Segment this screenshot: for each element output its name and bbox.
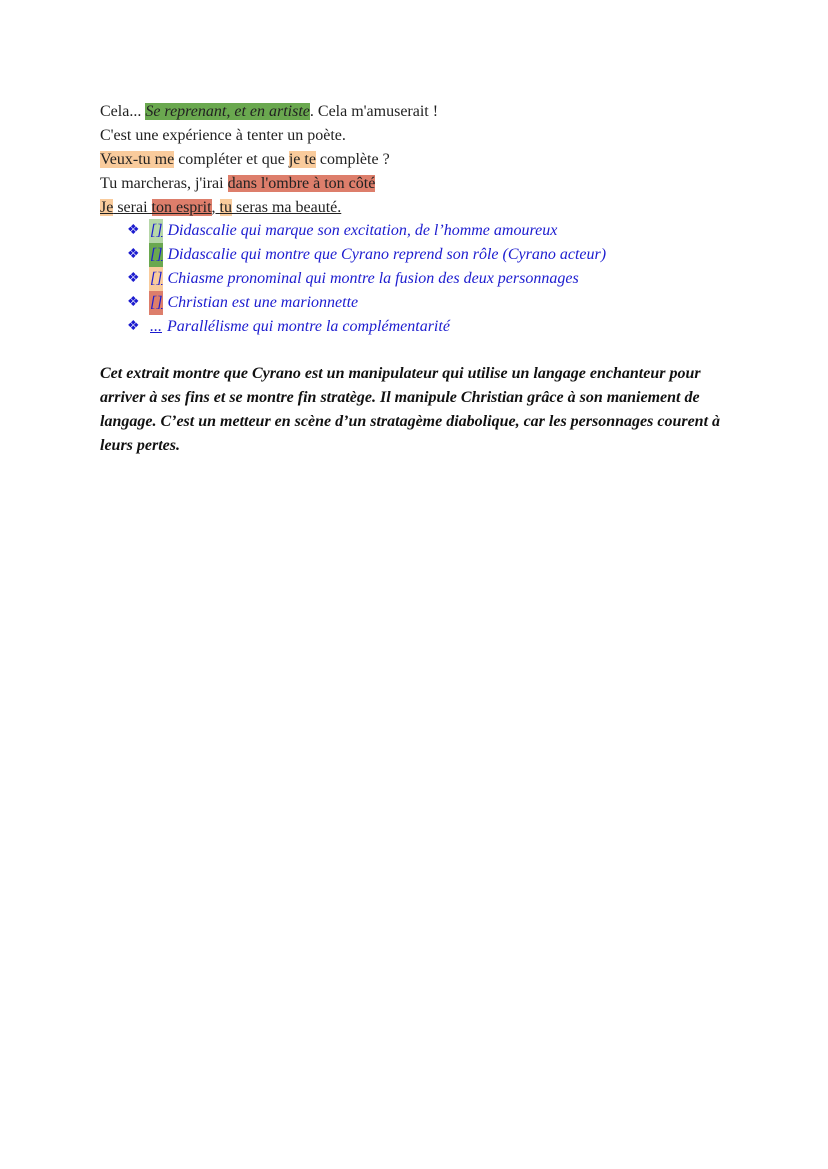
verse-text: Cela... — [100, 103, 146, 120]
diamond-bullet-icon: ❖ — [127, 295, 140, 310]
legend-marker: ... — [150, 318, 162, 335]
list-item — [127, 315, 606, 339]
verse-text: . Cela m'amuserait ! — [309, 103, 439, 120]
note-text: Didascalie qui marque son excitation, de l’homme amoureux — [167, 222, 558, 239]
annotation-list — [127, 219, 606, 339]
pronoun-highlight: Je — [100, 199, 114, 216]
verse-text: compléter et que — [174, 151, 289, 168]
list-item — [127, 291, 606, 315]
list-item — [127, 219, 606, 243]
verse-line-4 — [100, 172, 438, 196]
verse-line-2: C'est une expérience à tenter un poète. — [100, 127, 346, 144]
note-text: Didascalie qui montre que Cyrano reprend son rôle (Cyrano acteur) — [167, 246, 607, 263]
note-text: Parallélisme qui montre la complémentarité — [167, 318, 450, 335]
diamond-bullet-icon: ❖ — [127, 247, 140, 262]
verse-text: Tu marcheras, j'irai — [100, 175, 228, 192]
legend-marker: [] — [149, 267, 163, 291]
verse-text: complète ? — [315, 151, 390, 168]
diamond-bullet-icon: ❖ — [127, 271, 140, 286]
list-item — [127, 267, 606, 291]
verse-line-3 — [100, 148, 438, 172]
verse-line-1 — [100, 100, 438, 124]
note-text: Chiasme pronominal qui montre la fusion des deux personnages — [167, 270, 579, 287]
puppet-highlight: ton esprit — [151, 199, 212, 216]
legend-marker: [] — [149, 291, 163, 315]
note-text: Christian est une marionnette — [167, 294, 359, 311]
legend-marker: [] — [149, 243, 163, 267]
legend-marker: [] — [149, 219, 163, 243]
verse-text: serai — [113, 199, 152, 216]
puppet-highlight: dans l'ombre à ton côté — [227, 175, 376, 192]
verse-text: , — [211, 199, 220, 216]
conclusion-paragraph: Cet extrait montre que Cyrano est un manipulateur qui utilise un langage enchanteur pour arriver à ses fins et se montre fin stratège. Il manipule Christian grâce à son maniement de langage. C’est un metteur en scène d’un stratagème diabolique, car les personnages courent à leurs pertes. — [100, 365, 721, 454]
diamond-bullet-icon: ❖ — [127, 319, 140, 334]
diamond-bullet-icon: ❖ — [127, 223, 140, 238]
pronoun-highlight: tu — [219, 199, 232, 216]
pronoun-highlight: Veux-tu me — [100, 151, 175, 168]
pronoun-highlight: je te — [288, 151, 316, 168]
stage-direction-highlight: Se reprenant, et en artiste — [145, 103, 310, 120]
verse-excerpt — [100, 100, 438, 220]
list-item — [127, 243, 606, 267]
verse-line-5 — [100, 196, 438, 220]
verse-text: seras ma beauté. — [231, 199, 342, 216]
